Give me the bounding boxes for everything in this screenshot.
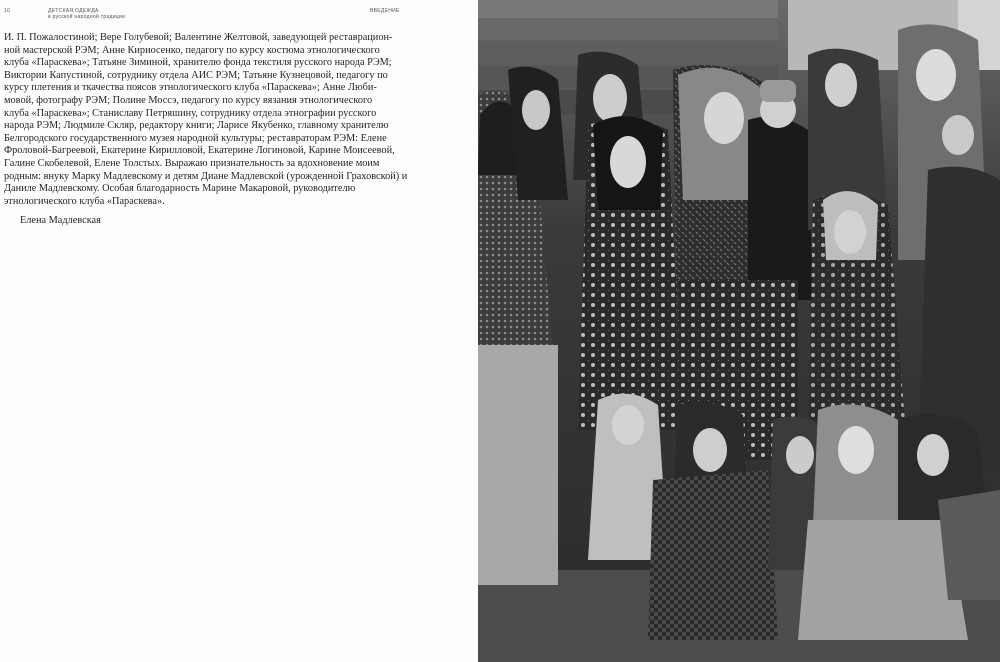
text-line: этнологического клуба «Параскева». xyxy=(4,195,165,207)
text-line: мовой, фотографу РЭМ; Полине Моссэ, педагогу по курсу вязания этнологического xyxy=(4,94,373,106)
section-name: ВВЕДЕНИЕ xyxy=(370,8,400,14)
running-title xyxy=(48,8,125,20)
text-line: клуба «Параскева»; Татьяне Зиминой, хранителю фонда текстиля русского народа РЭМ; xyxy=(4,57,392,69)
text-line: Фроловой-Багреевой, Екатерине Кирилловой, Екатерине Логиновой, Карине Моисеевой, xyxy=(4,145,395,157)
right-page xyxy=(478,0,1000,662)
acknowledgements-text xyxy=(4,32,418,208)
running-header xyxy=(0,8,478,30)
archival-photo xyxy=(478,0,1000,662)
text-line: И. П. Пожалостиной; Вере Голубевой; Валентине Желтовой, заведующей реставрацион- xyxy=(4,32,393,43)
text-line: родным: внуку Марку Мадлевскому и детям Диане Мадлевской (урожденной Граховской) и Даниле Мадлевскому. Особая благодарность Марине Макаровой, руководителю xyxy=(4,170,408,195)
text-line: курсу плетения и ткачества поясов этнологического клуба «Параскева»; Анне Люби- xyxy=(4,82,377,94)
running-title-main: ДЕТСКАЯ ОДЕЖДА xyxy=(48,8,99,14)
text-line: ной мастерской РЭМ; Анне Кириосенко, педагогу по курсу костюма этнологического xyxy=(4,44,380,56)
text-line: Виктории Капустиной, сотруднику отдела АИС РЭМ; Татьяне Кузнецовой, педагогу по xyxy=(4,69,388,81)
running-title-sub: в русской народной традиции xyxy=(48,14,126,20)
page-number: 10 xyxy=(4,8,11,14)
text-line: клуба «Параскева»; Станиславу Петряшину, сотруднику отдела этнографии русского xyxy=(4,107,377,119)
text-line: Белгородского государственного музея народной культуры; реставраторам РЭМ: Елене xyxy=(4,132,387,144)
text-line: Галине Скобелевой, Елене Толстых. Выражаю признательность за вдохновение моим xyxy=(4,157,380,169)
text-line: народа РЭМ; Людмиле Скляр, редактору книги; Ларисе Якубенко, главному хранителю xyxy=(4,120,389,132)
left-page xyxy=(0,0,478,662)
author-signature: Елена Мадлевская xyxy=(20,215,101,226)
